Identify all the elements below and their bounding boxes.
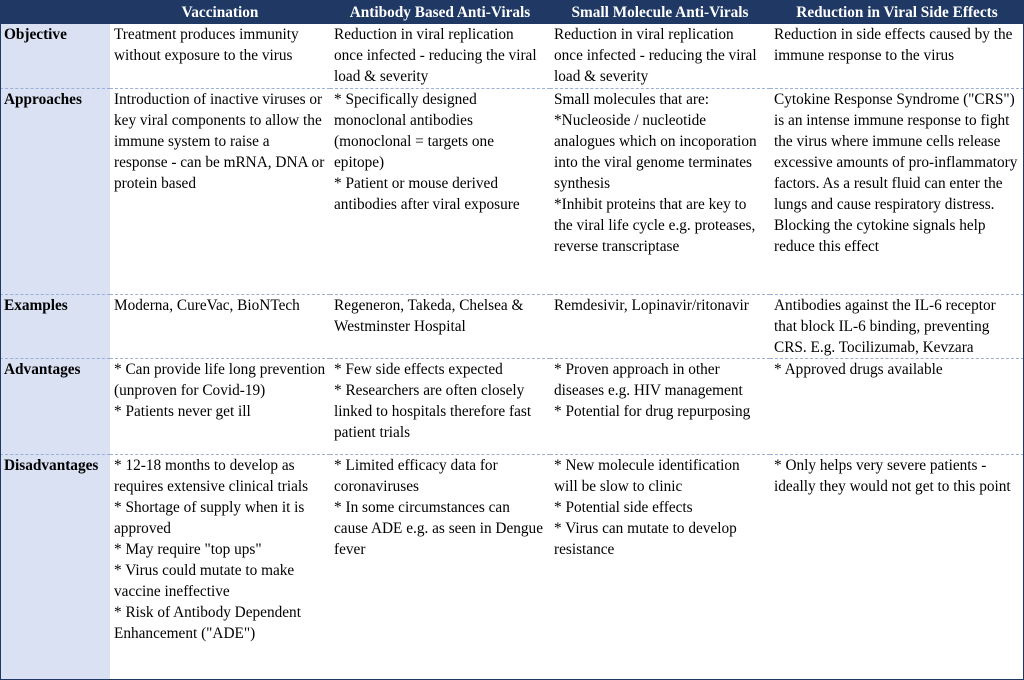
cell-text: *Inhibit proteins that are key to the viral life cycle e.g. proteases, reverse transcriptase	[554, 195, 756, 255]
table-row-advantages	[0, 358, 1024, 454]
cell-approaches-vaccination	[110, 88, 330, 294]
cell-text: Moderna, CureVac, BioNTech	[114, 296, 300, 314]
cell-text: * 12-18 months to develop as requires extensive clinical trials	[114, 456, 309, 495]
cell-text: * Only helps very severe patients - ideally they would not get to this point	[774, 456, 1011, 495]
cell-text: * Can provide life long prevention (unproven for Covid-19)	[114, 360, 326, 399]
cell-text: * Virus could mutate to make vaccine ineffective	[114, 561, 295, 600]
cell-text: *Nucleoside / nucleotide analogues which on incoporation into the viral genome terminates synthesis	[554, 111, 757, 192]
cell-text: * Limited efficacy data for coronaviruses	[334, 456, 498, 495]
row-label-examples: Examples	[0, 294, 110, 358]
cell-text: * Approved drugs available	[774, 360, 943, 378]
cell-objective-small-molecule-anti-virals	[550, 24, 770, 88]
cell-text: * Virus can mutate to develop resistance	[554, 519, 737, 558]
cell-text: * Risk of Antibody Dependent Enhancement ("ADE")	[114, 603, 301, 642]
cell-advantages-vaccination	[110, 358, 330, 454]
cell-text: * Specifically designed monoclonal antibodies (monoclonal = targets one epitope)	[334, 90, 494, 171]
cell-text: * Potential side effects	[554, 498, 693, 516]
row-label-disadvantages: Disadvantages	[0, 454, 110, 680]
cell-text: Remdesivir, Lopinavir/ritonavir	[554, 296, 749, 314]
cell-text: * Few side effects expected	[334, 360, 503, 378]
cell-approaches-reduction-side-effects	[770, 88, 1024, 294]
cell-approaches-small-molecule-anti-virals	[550, 88, 770, 294]
cell-text: * Researchers are often closely linked to hospitals therefore fast patient trials	[334, 381, 532, 441]
header-small-molecule-anti-virals: Small Molecule Anti-Virals	[550, 0, 770, 24]
table-body	[0, 24, 1024, 680]
cell-text: Small molecules that are:	[554, 90, 710, 108]
cell-disadvantages-vaccination	[110, 454, 330, 680]
header-antibody-anti-virals: Antibody Based Anti-Virals	[330, 0, 550, 24]
cell-examples-small-molecule-anti-virals	[550, 294, 770, 358]
cell-disadvantages-reduction-side-effects	[770, 454, 1024, 680]
cell-examples-reduction-side-effects	[770, 294, 1024, 358]
cell-text: * In some circumstances can cause ADE e.g. as seen in Dengue fever	[334, 498, 543, 558]
table-row-examples	[0, 294, 1024, 358]
cell-examples-vaccination	[110, 294, 330, 358]
cell-disadvantages-antibody-anti-virals	[330, 454, 550, 680]
table-row-disadvantages	[0, 454, 1024, 680]
cell-text: * May require "top ups"	[114, 540, 262, 558]
header-reduction-side-effects: Reduction in Viral Side Effects	[770, 0, 1024, 24]
cell-advantages-small-molecule-anti-virals	[550, 358, 770, 454]
cell-examples-antibody-anti-virals	[330, 294, 550, 358]
cell-text: Antibodies against the IL-6 receptor that block IL-6 binding, preventing CRS. E.g. Tocilizumab, Kevzara	[774, 296, 996, 356]
cell-text: * Proven approach in other diseases e.g. HIV management	[554, 360, 743, 399]
row-label-approaches: Approaches	[0, 88, 110, 294]
row-label-advantages: Advantages	[0, 358, 110, 454]
cell-text: * Patients never get ill	[114, 402, 251, 420]
cell-text: * Potential for drug repurposing	[554, 402, 751, 420]
cell-text: Reduction in side effects caused by the immune response to the virus	[774, 26, 1013, 64]
table-row-objective	[0, 24, 1024, 88]
cell-text: Reduction in viral replication once infected - reducing the viral load & severity	[334, 26, 537, 85]
cell-objective-reduction-side-effects	[770, 24, 1024, 88]
row-label-objective: Objective	[0, 24, 110, 88]
cell-text: Regeneron, Takeda, Chelsea & Westminster Hospital	[334, 296, 524, 335]
cell-text: * Shortage of supply when it is approved	[114, 498, 305, 537]
cell-objective-antibody-anti-virals	[330, 24, 550, 88]
cell-advantages-antibody-anti-virals	[330, 358, 550, 454]
header-row	[0, 0, 1024, 24]
cell-text: * New molecule identification will be slow to clinic	[554, 456, 740, 495]
cell-text: Cytokine Response Syndrome ("CRS") is an intense immune response to fight the virus where immune cells release excessive amounts of pro-inflammatory factors. As a result fluid can enter the lungs and cause respiratory distress. Blocking the cytokine signals help reduce this effect	[774, 90, 1018, 255]
cell-objective-vaccination	[110, 24, 330, 88]
header-vaccination: Vaccination	[110, 0, 330, 24]
cell-approaches-antibody-anti-virals	[330, 88, 550, 294]
cell-text: Treatment produces immunity without exposure to the virus	[114, 26, 299, 64]
cell-text: * Patient or mouse derived antibodies after viral exposure	[334, 174, 520, 213]
header-corner	[0, 0, 110, 24]
table-row-approaches	[0, 88, 1024, 294]
cell-advantages-reduction-side-effects	[770, 358, 1024, 454]
cell-disadvantages-small-molecule-anti-virals	[550, 454, 770, 680]
cell-text: Reduction in viral replication once infected - reducing the viral load & severity	[554, 26, 757, 85]
cell-text: Introduction of inactive viruses or key viral components to allow the immune system to raise a response - can be mRNA, DNA or protein based	[114, 90, 325, 192]
